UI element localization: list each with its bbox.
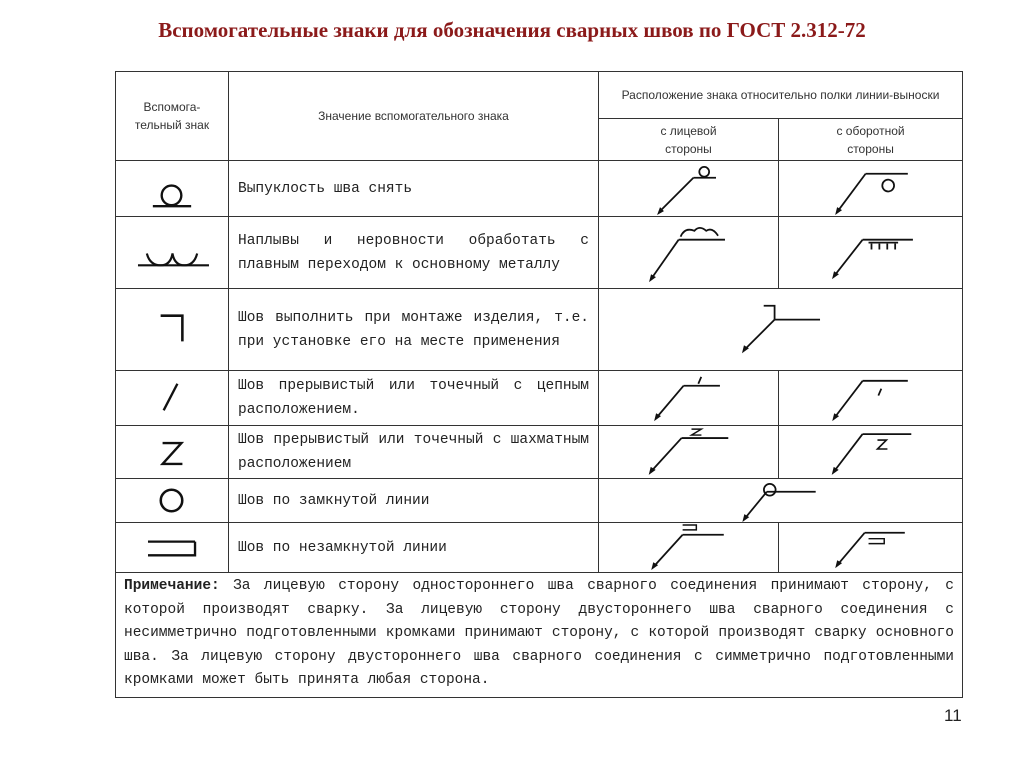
table-row [116, 161, 963, 217]
row-meaning: Шов прерывистый или точечный с цепным расположением. [229, 371, 599, 426]
table-row [116, 371, 963, 426]
position-diagram [599, 289, 963, 371]
header-meaning: Значение вспомогательного знака [229, 72, 599, 161]
header-sign: Вспомога-тельный знак [116, 72, 229, 161]
front-side-diagram [599, 161, 779, 217]
position-diagram [599, 479, 963, 523]
note-cell [116, 573, 963, 698]
bump-removal-icon [116, 161, 229, 217]
back-side-diagram [779, 523, 963, 573]
page-title: Вспомогательные знаки для обозначения сварных швов по ГОСТ 2.312-72 [158, 18, 866, 42]
header-position: Расположение знака относительно полки линии-выноски [599, 72, 963, 119]
row-meaning: Шов выполнить при монтаже изделия, т.е. при установке его на месте применения [229, 289, 599, 371]
header-front-side: с лицевой стороны [599, 119, 779, 161]
row-meaning: Наплывы и неровности обработать с плавным переходом к основному металлу [229, 217, 599, 289]
front-side-diagram [599, 217, 779, 289]
back-side-diagram [779, 217, 963, 289]
row-meaning: Шов по замкнутой линии [229, 479, 599, 523]
open-line-icon [116, 523, 229, 573]
note-label: Примечание: [124, 578, 220, 594]
table-row [116, 523, 963, 573]
front-side-diagram [599, 371, 779, 426]
chain-intermittent-icon [116, 371, 229, 426]
row-meaning: Шов прерывистый или точечный с шахматным расположением [229, 426, 599, 479]
back-side-diagram [779, 426, 963, 479]
header-back-side: с оборотной стороны [779, 119, 963, 161]
note-text: За лицевую сторону одностороннего шва сварного соединения принимают сторону, с которой производят сварку. За лицевую сторону двустороннего шва сварного соединения с несимметрично подготовленными кромками принимают сторону, с которой производят сварку основного шва. За лицевую сторону двустороннего шва сварного соединения с симметрично подготовленными кромками может быть принята любая сторона. [124, 578, 955, 688]
page-number: 11 [944, 706, 962, 725]
row-meaning: Шов по незамкнутой линии [229, 523, 599, 573]
table-row [116, 479, 963, 523]
front-side-diagram [599, 426, 779, 479]
table-row [116, 217, 963, 289]
back-side-diagram [779, 161, 963, 217]
table-row [116, 289, 963, 371]
staggered-intermittent-icon [116, 426, 229, 479]
smooth-transition-icon [116, 217, 229, 289]
closed-line-icon [116, 479, 229, 523]
welding-signs-table [115, 71, 963, 698]
row-meaning: Выпуклость шва снять [229, 161, 599, 217]
site-weld-icon [116, 289, 229, 371]
table-row [116, 426, 963, 479]
front-side-diagram [599, 523, 779, 573]
back-side-diagram [779, 371, 963, 426]
